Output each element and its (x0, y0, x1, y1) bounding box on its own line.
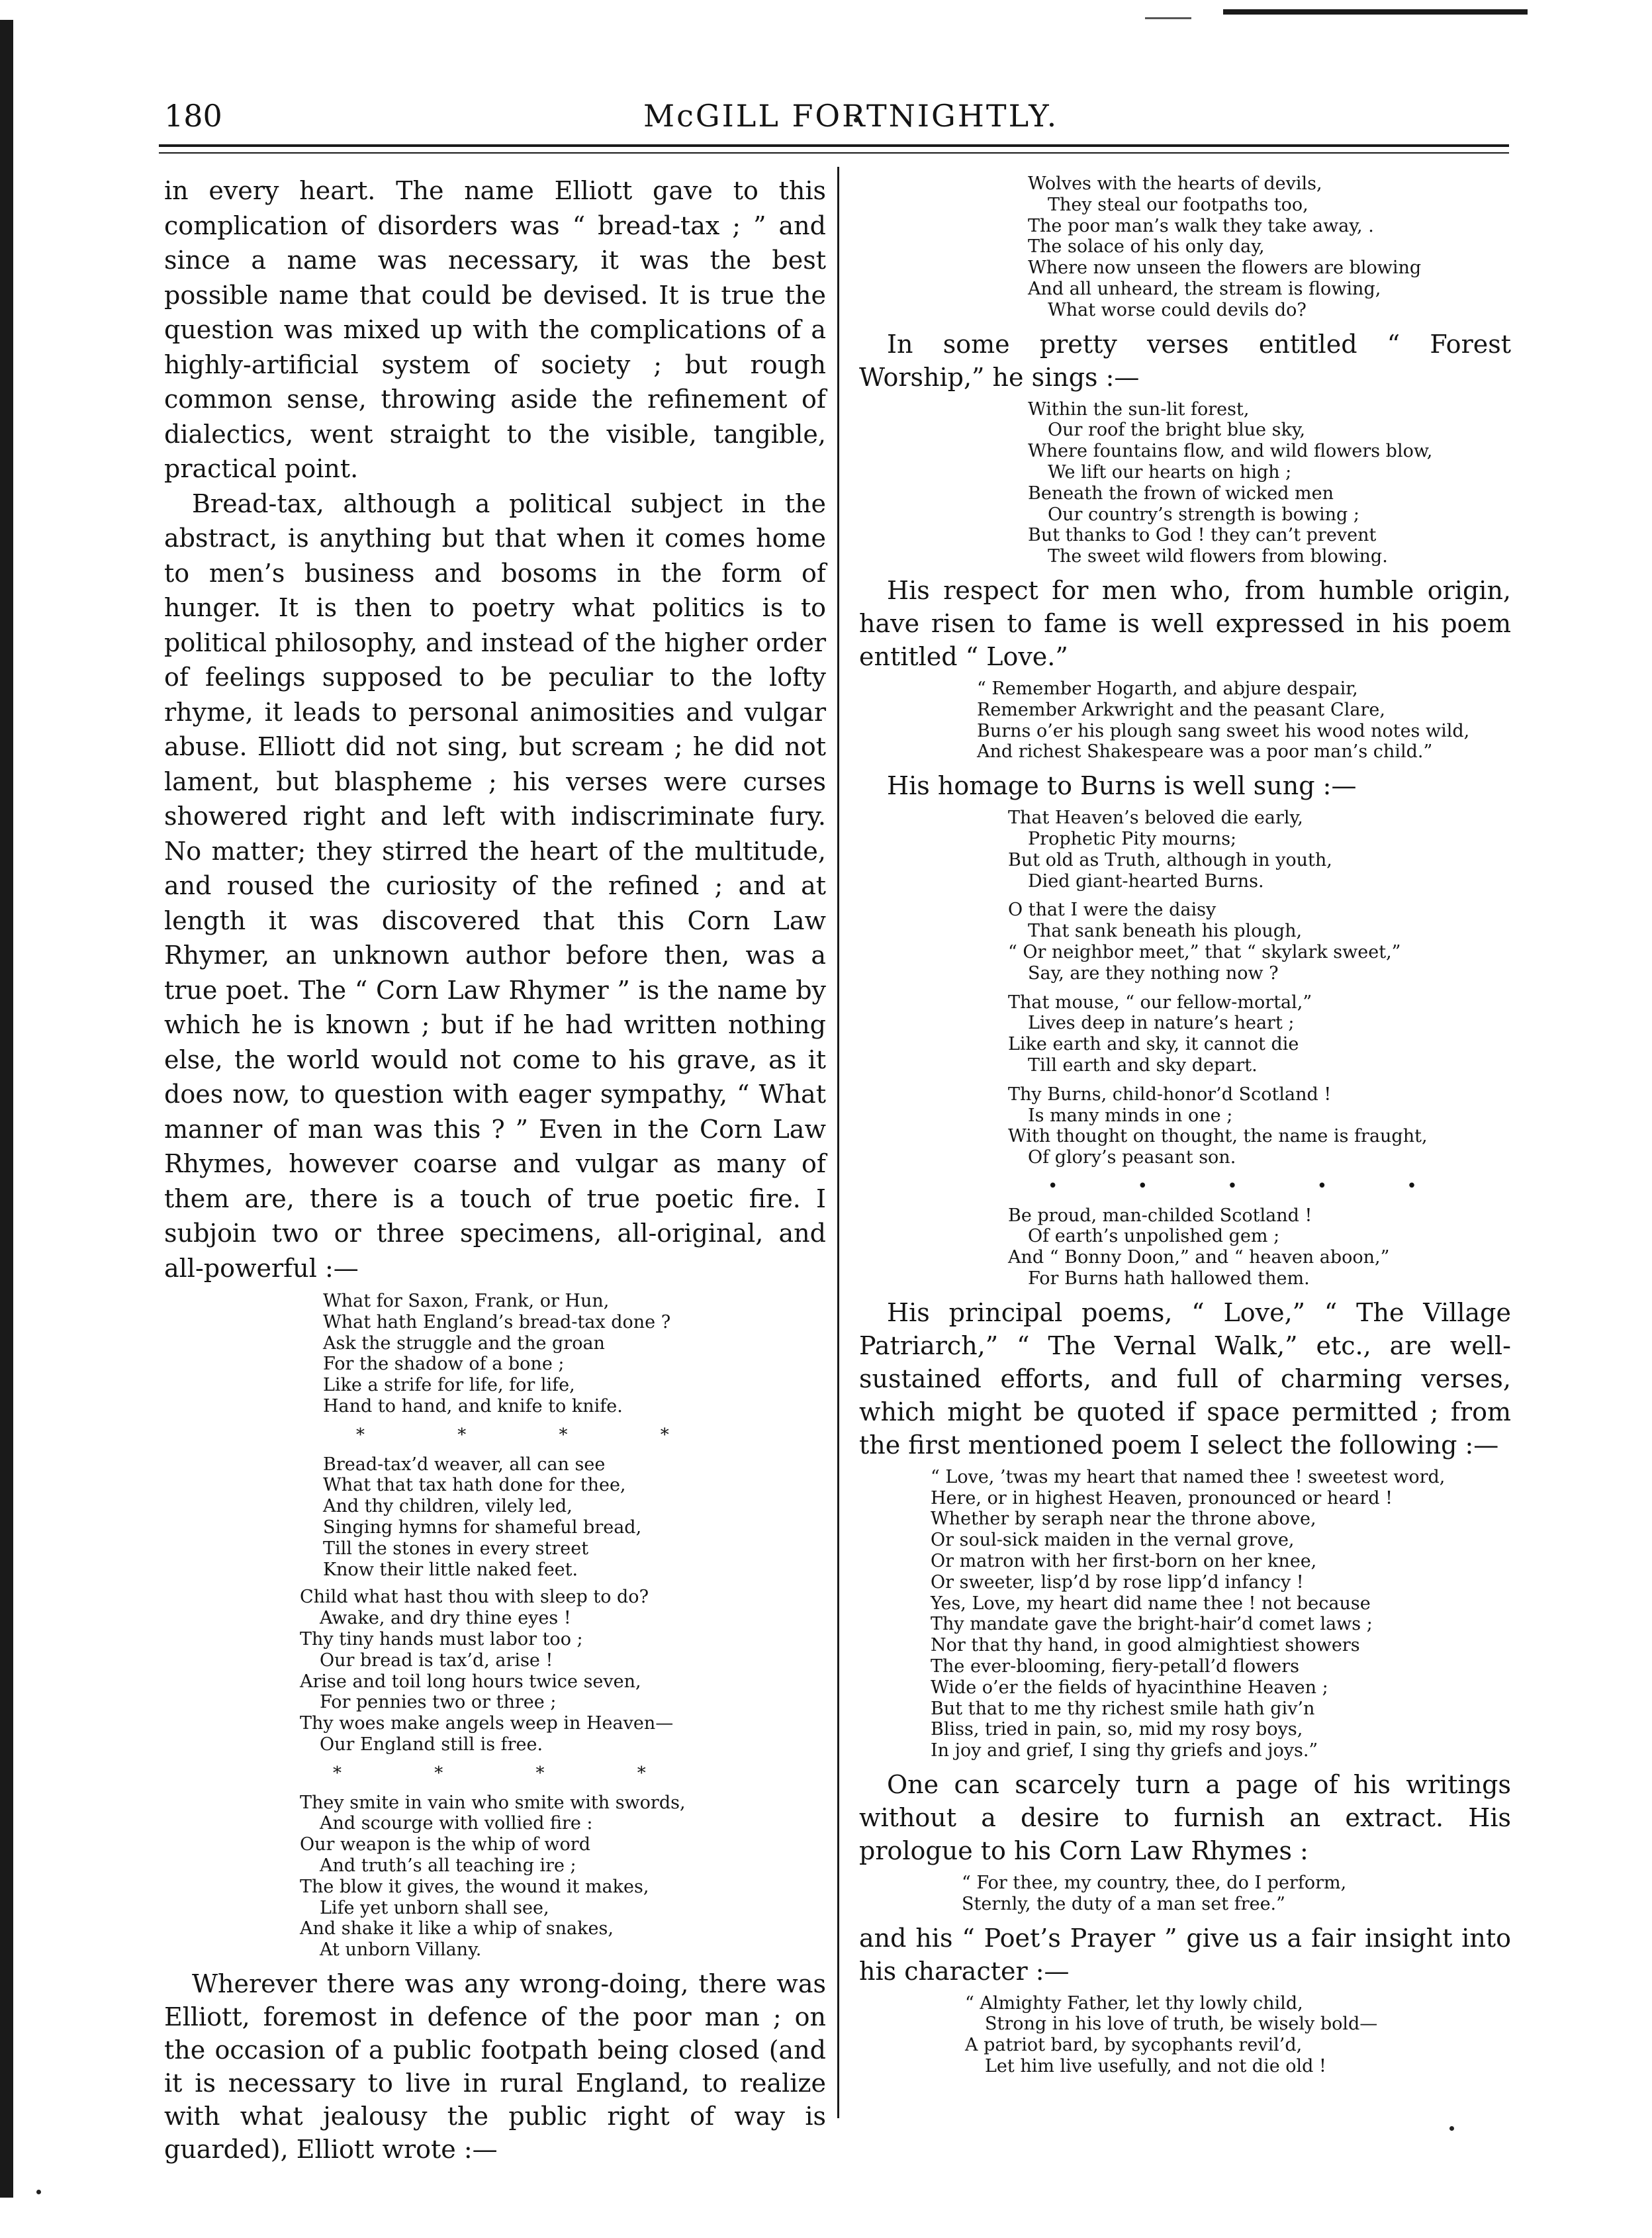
paragraph: in every heart. The name Elliott gave to this complication of disorders was “ bread-tax ; ” and since a name was necessary, it was the best possible name that could be devised. It is true the question was mixed up with the complications of a highly-artificial system of society ; but rough common sense, throwing aside the refinement of dialectics, went straight to the visible, tangible, practical point. (164, 176, 826, 483)
poem-line: For Burns hath hallowed them. (1028, 1268, 1310, 1289)
poem-stanza (977, 678, 1511, 763)
poem-line: “ Love, ’twas my heart that named thee ! sweetest word, (931, 1466, 1446, 1487)
poem-line: Wide o’er the fields of hyacinthine Heaven ; (931, 1677, 1328, 1698)
poem-line: Life yet unborn shall see, (320, 1897, 549, 1918)
poem-line: That mouse, “ our fellow-mortal,” (1008, 992, 1312, 1013)
poem-line: The sweet wild flowers from blowing. (1048, 546, 1388, 567)
poem-corn-law-rhymes (164, 1291, 826, 1580)
poem-line: Singing hymns for shameful bread, (323, 1516, 642, 1538)
poem-stanza (1008, 1205, 1511, 1289)
poem-line: And “ Bonny Doon,” and “ heaven aboon,” (1008, 1247, 1390, 1268)
poem-line: And thy children, vilely led, (323, 1496, 573, 1517)
poem-line: Thy tiny hands must labor too ; (300, 1628, 583, 1650)
poem-stanza (965, 1993, 1511, 2077)
poem-line: Wolves with the hearts of devils, (1028, 173, 1322, 194)
poem-line: Our weapon is the whip of word (300, 1834, 590, 1855)
poem-line: Thy woes make angels weep in Heaven— (300, 1713, 674, 1734)
poem-line: “ For thee, my country, thee, do I perform, (962, 1873, 1347, 1894)
poem-line: For pennies two or three ; (320, 1692, 557, 1713)
dot-separator: • • • • • (1048, 1176, 1454, 1196)
poem-line: Where fountains flow, and wild flowers blow, (1028, 441, 1433, 462)
poem-stanza (300, 1587, 826, 1755)
column-divider (837, 167, 839, 2118)
poem-line: Like a strife for life, for life, (323, 1375, 575, 1396)
paragraph: In some pretty verses entitled “ Forest Worship,” he sings :— (859, 329, 1511, 392)
poem-stanza (323, 1291, 826, 1417)
asterism: * * * * (333, 1763, 690, 1783)
poem-line: They steal our footpaths too, (1048, 194, 1308, 215)
poem-line: And scourge with vollied fire : (320, 1813, 593, 1834)
poem-line: Lives deep in nature’s heart ; (1028, 1013, 1295, 1034)
poem-line: But old as Truth, although in youth, (1008, 849, 1332, 870)
paragraph: His homage to Burns is well sung :— (887, 771, 1357, 801)
scan-edge-shadow (0, 20, 13, 2198)
header-rule-thin (159, 152, 1509, 154)
poem-line: The poor man’s walk they take away, . (1028, 215, 1374, 236)
poem-poets-prayer (859, 1993, 1511, 2077)
poem-line: Remember Arkwright and the peasant Clare, (977, 699, 1385, 720)
poem-stanza (1008, 900, 1511, 984)
left-column (164, 173, 826, 2166)
poem-line: And all unheard, the stream is flowing, (1028, 278, 1381, 299)
poem-line: With thought on thought, the name is fraught, (1008, 1126, 1428, 1147)
poem-line: And shake it like a whip of snakes, (300, 1918, 614, 1939)
poem-line: Ask the struggle and the groan (323, 1332, 605, 1354)
poem-line: Died giant-hearted Burns. (1028, 870, 1264, 892)
poem-line: What for Saxon, Frank, or Hun, (323, 1291, 610, 1311)
poem-line: Strong in his love of truth, be wisely bold— (985, 2014, 1378, 2035)
print-speck (1449, 2126, 1454, 2131)
poem-line: Prophetic Pity mourns; (1028, 828, 1237, 849)
poem-line: Sternly, the duty of a man set free.” (962, 1893, 1285, 1914)
poem-line: Bliss, tried in pain, so, mid my rosy boys, (931, 1719, 1303, 1740)
poem-line: That Heaven’s beloved die early, (1008, 808, 1303, 829)
paragraph: Wherever there was any wrong-doing, there was Elliott, foremost in defence of the poor man ; on the occasion of a public footpath being closed (and it is necessary to live in rural England, to realize with what jealousy the public right of way is guarded), Elliott wrote :— (164, 1969, 826, 2164)
poem-line: And richest Shakespeare was a poor man’s child.” (977, 741, 1433, 763)
poem-line: Burns o’er his plough sang sweet his wood notes wild, (977, 720, 1470, 741)
poem-love (859, 1467, 1511, 1761)
print-speck (36, 2190, 41, 2194)
header-rule (159, 144, 1509, 147)
poem-stanza (323, 1454, 826, 1581)
poem-line: The ever-blooming, fiery-petall’d flowers (931, 1656, 1300, 1677)
poem-line: And truth’s all teaching ire ; (320, 1855, 576, 1876)
poem-line: Bread-tax’d weaver, all can see (323, 1454, 606, 1475)
poem-line: But thanks to God ! they can’t prevent (1028, 525, 1377, 546)
poem-line: Of earth’s unpolished gem ; (1028, 1226, 1280, 1247)
poem-stanza (962, 1873, 1511, 1915)
poem-stanza (300, 1793, 826, 1961)
poem-line: What worse could devils do? (1048, 299, 1307, 320)
poem-line: Our bread is tax’d, arise ! (320, 1650, 553, 1671)
poem-line: At unborn Villany. (320, 1939, 482, 1961)
right-column (859, 173, 1511, 2084)
poem-line: Here, or in highest Heaven, pronounced or heard ! (931, 1487, 1393, 1509)
poem-stanza (1008, 992, 1511, 1076)
poem-footpath (859, 173, 1511, 321)
poem-line: In joy and grief, I sing thy griefs and joys.” (931, 1740, 1318, 1761)
poem-line: Arise and toil long hours twice seven, (300, 1671, 641, 1692)
poem-line: Where now unseen the flowers are blowing (1028, 257, 1422, 279)
poem-line: Yes, Love, my heart did name thee ! not because (931, 1593, 1371, 1614)
paragraph: One can scarcely turn a page of his writings without a desire to furnish an extract. His prologue to his Corn Law Rhymes : (859, 1770, 1511, 1866)
poem-line: Our England still is free. (320, 1734, 543, 1755)
poem-child (164, 1587, 826, 1961)
poem-line: Be proud, man-childed Scotland ! (1008, 1205, 1312, 1226)
paragraph: His principal poems, “ Love,” “ The Village Patriarch,” “ The Vernal Walk,” etc., are well-sustained efforts, and full of charming verses, which might be quoted if space permitted ; from the first mentioned poem I select the following :— (859, 1297, 1511, 1460)
poem-stanza (1028, 173, 1511, 321)
paragraph: Bread-tax, although a political subject in the abstract, is anything but that when it comes home to men’s business and bosoms in the form of hunger. It is then to poetry what politics is to political philosophy, and instead of the higher order of feelings supposed to be peculiar to the lofty rhyme, it leads to personal animosities and vulgar abuse. Elliott did not sing, but scream ; he did not lament, but blaspheme ; his verses were curses showered right and left with indiscriminate fury. No matter; they stirred the heart of the multitude, and roused the curiosity of the refined ; and at length it was discovered that this Corn Law Rhymer, an unknown author before then, was a true poet. The “ Corn Law Rhymer ” is the name by which he is known ; but if he had written nothing else, the world would not come to his grave, as it does now, to question with eager sympathy, “ What manner of man was this ? ” Even in the Corn Law Rhymes, however coarse and vulgar as many of them are, there is a touch of true poetic fire. I subjoin two or three specimens, all-original, and all-powerful :— (164, 489, 826, 1283)
poem-line: Child what hast thou with sleep to do? (300, 1587, 649, 1608)
running-head: McGILL FORTNIGHTLY. (643, 98, 1059, 134)
poem-line: The blow it gives, the wound it makes, (300, 1876, 649, 1897)
poem-line: Hand to hand, and knife to knife. (323, 1395, 623, 1417)
poem-line: Know their little naked feet. (323, 1559, 578, 1580)
poem-line: Thy Burns, child-honor’d Scotland ! (1008, 1084, 1332, 1105)
poem-line: Is many minds in one ; (1028, 1105, 1233, 1126)
poem-line: The solace of his only day, (1028, 236, 1265, 257)
poem-line: Of glory’s peasant son. (1028, 1147, 1236, 1168)
poem-line: They smite in vain who smite with swords, (300, 1792, 686, 1813)
poem-line: Thy mandate gave the bright-hair’d comet laws ; (931, 1614, 1373, 1635)
poem-line: Within the sun-lit forest, (1028, 398, 1250, 420)
top-edge-rule-thin (1145, 17, 1191, 19)
poem-line: Say, are they nothing now ? (1028, 962, 1279, 984)
asterism: * * * * (356, 1424, 713, 1445)
poem-line: A patriot bard, by sycophants revil’d, (965, 2035, 1303, 2056)
poem-line: Awake, and dry thine eyes ! (320, 1608, 571, 1629)
poem-line: What that tax hath done for thee, (323, 1475, 626, 1496)
poem-burns (859, 808, 1511, 1289)
poem-line: “ Or neighbor meet,” that “ skylark sweet,” (1008, 941, 1401, 962)
paragraph: His respect for men who, from humble origin, have risen to fame is well expressed in his poem entitled “ Love.” (859, 575, 1511, 671)
poem-line: We lift our hearts on high ; (1048, 461, 1292, 483)
poem-line: Beneath the frown of wicked men (1028, 483, 1334, 504)
poem-line: Or sweeter, lisp’d by rose lipp’d infancy ! (931, 1571, 1304, 1593)
paragraph: and his “ Poet’s Prayer ” give us a fair insight into his character :— (859, 1923, 1511, 1986)
page-number: 180 (164, 98, 222, 134)
poem-line: But that to me thy richest smile hath giv’n (931, 1698, 1315, 1719)
poem-line: Our roof the bright blue sky, (1048, 420, 1306, 441)
poem-line: For the shadow of a bone ; (323, 1354, 565, 1375)
poem-line: “ Almighty Father, let thy lowly child, (965, 1992, 1303, 2014)
poem-love-excerpt (859, 678, 1511, 763)
poem-line: What hath England’s bread-tax done ? (323, 1311, 671, 1332)
poem-line: Like earth and sky, it cannot die (1008, 1034, 1299, 1055)
poem-line: Or matron with her first-born on her knee, (931, 1551, 1317, 1572)
poem-line: “ Remember Hogarth, and abjure despair, (977, 678, 1358, 699)
poem-line: Or soul-sick maiden in the vernal grove, (931, 1530, 1295, 1551)
poem-line: O that I were the daisy (1008, 900, 1216, 921)
top-edge-rule (1223, 9, 1528, 15)
poem-prologue (859, 1873, 1511, 1915)
poem-line: Whether by seraph near the throne above, (931, 1509, 1316, 1530)
poem-line: Till earth and sky depart. (1028, 1054, 1258, 1076)
poem-line: That sank beneath his plough, (1028, 921, 1303, 942)
poem-line: Nor that thy hand, in good almightiest showers (931, 1635, 1360, 1656)
poem-line: Our country’s strength is bowing ; (1048, 504, 1359, 525)
poem-line: Let him live usefully, and not die old ! (985, 2056, 1326, 2077)
poem-line: Till the stones in every street (323, 1538, 589, 1559)
poem-forest-worship (859, 399, 1511, 567)
poem-stanza (1028, 399, 1511, 567)
poem-stanza (1008, 1084, 1511, 1168)
poem-stanza (931, 1467, 1511, 1761)
poem-stanza (1008, 808, 1511, 892)
